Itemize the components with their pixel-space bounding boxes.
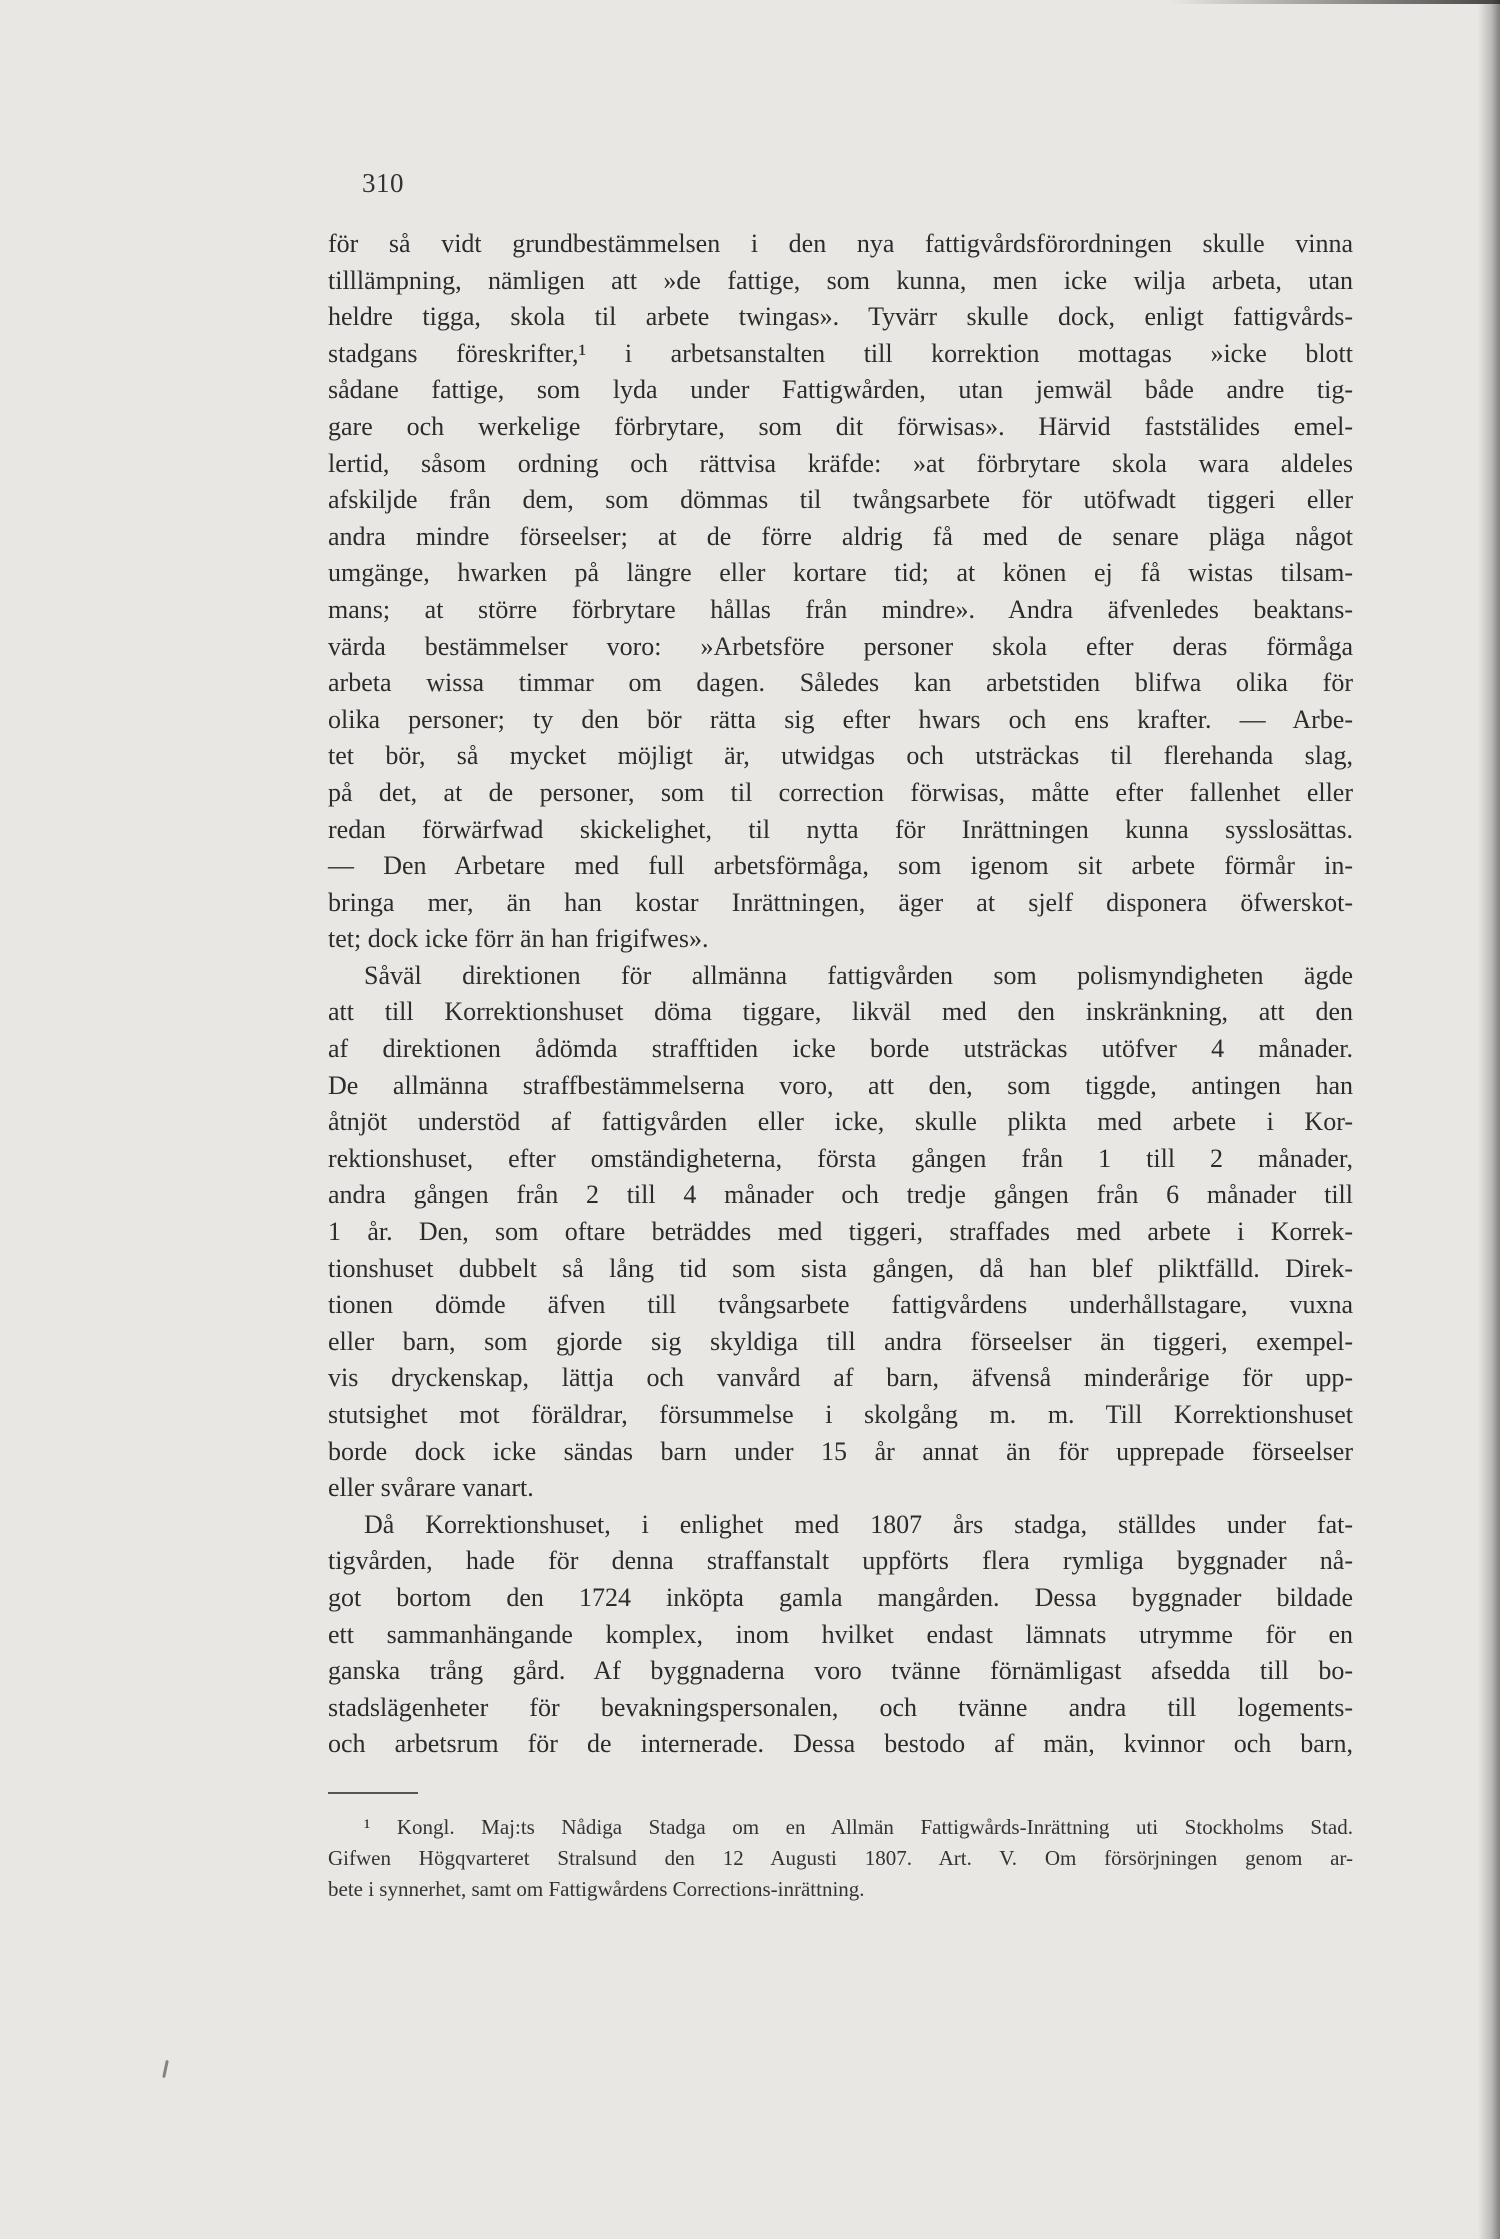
footnote-line: ¹ Kongl. Maj:ts Nådiga Stadga om en Allmän Fattigwårds-Inrättning uti Stockholms Stad.	[364, 1815, 1353, 1839]
text-line: eller barn, som gjorde sig skyldiga till andra förseelser än tiggeri, exempel-	[328, 1326, 1353, 1356]
text-line: 1 år. Den, som oftare beträddes med tiggeri, straffades med arbete i Korrek-	[328, 1217, 1353, 1247]
text-line: gare och werkelige förbrytare, som dit förwisas». Härvid faststälides emel-	[328, 411, 1353, 441]
text-line: arbeta wissa timmar om dagen. Således kan arbetstiden blifwa olika för	[328, 668, 1353, 698]
text-line: olika personer; ty den bör rätta sig efter hwars och ens krafter. — Arbe-	[328, 704, 1353, 734]
text-line: tionshuset dubbelt så lång tid som sista gången, då han blef pliktfälld. Direk-	[328, 1253, 1353, 1283]
footnote-line: Gifwen Högqvarteret Stralsund den 12 Augusti 1807. Art. V. Om försörjningen genom ar-	[328, 1846, 1353, 1870]
text-line: bringa mer, än han kostar Inrättningen, äger at sjelf disponera öfwerskot-	[328, 887, 1353, 917]
text-line: got bortom den 1724 inköpta gamla mangården. Dessa byggnader bildade	[328, 1582, 1353, 1612]
scan-speck	[162, 2060, 169, 2078]
text-line: på det, at de personer, som til correction förwisas, måtte efter fallenhet eller	[328, 777, 1353, 807]
text-line: ganska trång gård. Af byggnaderna voro tvänne förnämligast afsedda till bo-	[328, 1656, 1353, 1686]
text-line: rektionshuset, efter omständigheterna, första gången från 1 till 2 månader,	[328, 1143, 1353, 1173]
text-line: borde dock icke sändas barn under 15 år annat än för upprepade förseelser	[328, 1436, 1353, 1466]
body-text	[328, 226, 1353, 1763]
text-line: vis dryckenskap, lättja och vanvård af barn, äfvenså minderårige för upp-	[328, 1363, 1353, 1393]
text-line: Såväl direktionen för allmänna fattigvården som polismyndigheten ägde	[364, 960, 1353, 990]
text-line: af direktionen ådömda strafftiden icke borde utsträckas utöfver 4 månader.	[328, 1034, 1353, 1064]
text-line: afskiljde från dem, som dömmas til twångsarbete för utöfwadt tiggeri eller	[328, 485, 1353, 515]
text-line: andra gången från 2 till 4 månader och tredje gången från 6 månader till	[328, 1180, 1353, 1210]
text-line: och arbetsrum för de internerade. Dessa bestodo af män, kvinnor och barn,	[328, 1729, 1353, 1759]
text-line: — Den Arbetare med full arbetsförmåga, som igenom sit arbete förmår in-	[328, 851, 1353, 881]
text-line: stutsighet mot föräldrar, försummelse i skolgång m. m. Till Korrektionshuset	[328, 1400, 1353, 1429]
text-line: att till Korrektionshuset döma tiggare, likväl med den inskränkning, att den	[328, 997, 1353, 1027]
text-line: heldre tigga, skola til arbete twingas». Tyvärr skulle dock, enligt fattigvårds-	[328, 302, 1353, 332]
text-line: eller svårare vanart.	[328, 1473, 534, 1503]
page-edge-shadow	[1478, 0, 1500, 2239]
text-line: för så vidt grundbestämmelsen i den nya fattigvårdsförordningen skulle vinna	[328, 229, 1353, 258]
text-line: sådane fattige, som lyda under Fattigwården, utan jemwäl både andre tig-	[328, 375, 1353, 405]
page-number: 310	[362, 168, 404, 198]
footnote-divider	[328, 1792, 418, 1794]
text-line: tigvården, hade för denna straffanstalt uppförts flera rymliga byggnader nå-	[328, 1546, 1353, 1576]
text-line: tionen dömde äfven till tvångsarbete fattigvårdens underhållstagare, vuxna	[328, 1290, 1353, 1320]
text-line: stadslägenheter för bevakningspersonalen, och tvänne andra till logements-	[328, 1692, 1353, 1722]
text-line: stadgans föreskrifter,¹ i arbetsanstalten till korrektion mottagas »icke blott	[328, 338, 1353, 368]
text-line: tilllämpning, nämligen att »de fattige, som kunna, men icke wilja arbeta, utan	[328, 265, 1353, 295]
text-line: umgänge, hwarken på längre eller kortare tid; at könen ej få wistas tilsam-	[328, 558, 1353, 588]
text-line: åtnjöt understöd af fattigvården eller icke, skulle plikta med arbete i Kor-	[328, 1107, 1353, 1137]
text-line: mans; at större förbrytare hållas från mindre». Andra äfvenledes beaktans-	[328, 594, 1353, 624]
text-line: tet; dock icke förr än han frigifwes».	[328, 924, 709, 954]
text-line: Då Korrektionshuset, i enlighet med 1807 års stadga, ställdes under fat-	[364, 1509, 1353, 1539]
text-line: tet bör, så mycket möjligt är, utwidgas och utsträckas til flerehanda slag,	[328, 741, 1353, 771]
footnotes	[328, 1812, 1353, 1905]
text-line: De allmänna straffbestämmelserna voro, att den, som tiggde, antingen han	[328, 1070, 1353, 1100]
text-line: ett sammanhängande komplex, inom hvilket endast lämnats utrymme för en	[328, 1619, 1353, 1649]
footnote-line: bete i synnerhet, samt om Fattigwårdens Corrections-inrättning.	[328, 1877, 865, 1901]
text-line: värda bestämmelser voro: »Arbetsföre personer skola efter deras förmåga	[328, 631, 1353, 661]
scan-top-edge	[1170, 0, 1500, 4]
text-line: lertid, såsom ordning och rättvisa kräfde: »at förbrytare skola wara aldeles	[328, 448, 1353, 478]
text-line: redan förwärfwad skickelighet, til nytta för Inrättningen kunna sysslosättas.	[328, 814, 1353, 844]
text-line: andra mindre förseelser; at de förre aldrig få med de senare pläga något	[328, 521, 1353, 551]
